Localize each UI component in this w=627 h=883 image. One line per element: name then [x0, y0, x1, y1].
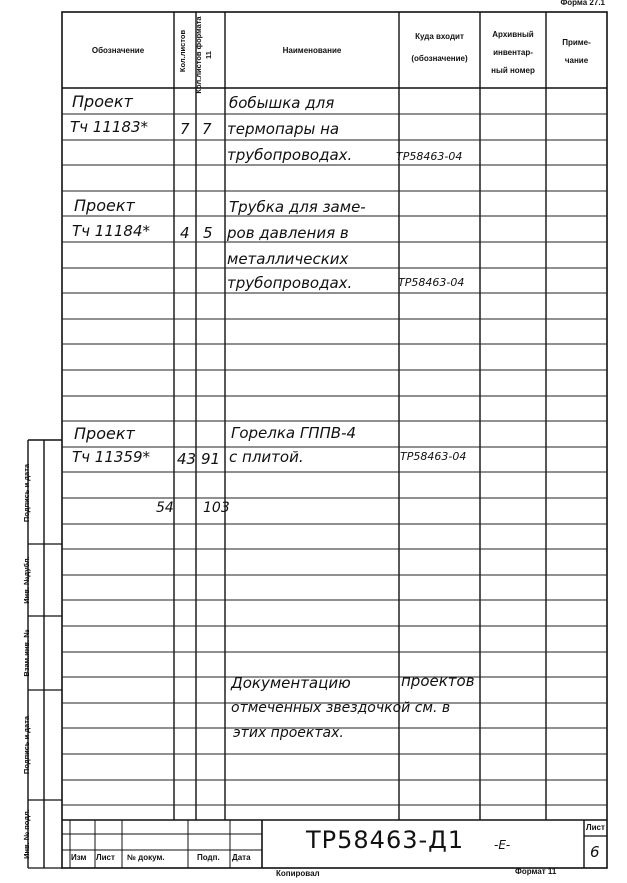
entry2-name-3: металлических	[227, 250, 349, 268]
col-used-in-header-1: Куда входит	[415, 32, 464, 41]
entry3-name-2: с плитой.	[229, 448, 304, 466]
stamp-sheet-value: 6	[590, 843, 600, 861]
total-sheets-a11: 103	[203, 500, 230, 516]
col-sheet-count-a11-header: Кол.листов формата 11	[194, 16, 213, 94]
col-used-in-header-2: (обозначение)	[411, 54, 468, 63]
col-name-header: Наименование	[282, 46, 342, 55]
stamp-izm: Изм	[71, 853, 87, 862]
stamp-sheet-label: Лист	[586, 823, 605, 832]
stamp-list: Лист	[96, 853, 115, 862]
note-line2: отмеченных звездочкой см. в	[231, 700, 451, 716]
side-label-repl-inv: Взам.инв. №	[22, 629, 31, 677]
footer-copied: Копировал	[276, 869, 320, 878]
note-line1-b: проектов	[401, 672, 475, 690]
note-line3: этих проектах.	[233, 725, 344, 741]
entry1-designation-2: Тч 11183*	[70, 118, 149, 136]
entry2-sheets: 4	[180, 224, 190, 242]
entry2-designation-2: Тч 11184*	[72, 222, 151, 240]
entry3-designation-2: Тч 11359*	[72, 448, 151, 466]
stamp-sign: Подп.	[197, 853, 220, 862]
col-archive-header-2: инвентар-	[493, 48, 533, 57]
side-label-sign-date-1: Подпись и дата	[22, 463, 31, 523]
entry2-name-4: трубопроводах.	[227, 274, 353, 292]
total-sheets: 54	[156, 500, 174, 516]
entry2-ref: ТР58463-04	[398, 276, 465, 289]
entry3-sheets-a11: 91	[201, 450, 221, 468]
note-line1-a: Документацию	[231, 674, 351, 692]
footer-format: Формат 11	[515, 867, 557, 876]
form-label: Форма 27.1	[560, 0, 605, 7]
stamp-designation: ТР58463-Д1	[306, 826, 465, 854]
col-archive-header-3: ный номер	[491, 66, 535, 75]
entry1-name-3: трубопроводах.	[227, 146, 353, 164]
entry2-name-2: ров давления в	[227, 224, 349, 242]
entry1-name-2: термопары на	[227, 120, 340, 138]
entry3-name-1: Горелка ГППВ-4	[231, 424, 357, 442]
side-label-dup-inv: Инв. №дубл.	[22, 556, 31, 604]
stamp-doc-no: № докум.	[127, 853, 165, 862]
entry1-designation-1: Проект	[72, 92, 133, 111]
side-label-orig-inv: Инв. № подл.	[22, 809, 31, 859]
col-designation-header: Обозначение	[91, 46, 145, 55]
col-archive-header-1: Архивный	[492, 30, 534, 39]
entry2-sheets-a11: 5	[203, 224, 213, 242]
entry3-ref: ТР58463-04	[400, 450, 467, 463]
entry2-name-1: Трубка для заме-	[229, 198, 366, 216]
col-note-header-1: Приме-	[562, 38, 591, 47]
entry3-designation-1: Проект	[74, 424, 135, 443]
entry2-designation-1: Проект	[74, 196, 135, 215]
stamp-date: Дата	[232, 853, 251, 862]
entry1-ref: ТР58463-04	[396, 150, 463, 163]
entry1-sheets-a11: 7	[202, 120, 212, 138]
entry1-name-1: бобышка для	[229, 94, 335, 112]
side-label-sign-date-2: Подпись и дата	[22, 715, 31, 775]
entry3-sheets: 43	[177, 450, 197, 468]
entry1-sheets: 7	[180, 120, 190, 138]
col-sheet-count-header: Кол.листов	[178, 29, 187, 73]
col-note-header-2: чание	[564, 56, 589, 65]
stamp-mark: -Е-	[494, 838, 511, 852]
